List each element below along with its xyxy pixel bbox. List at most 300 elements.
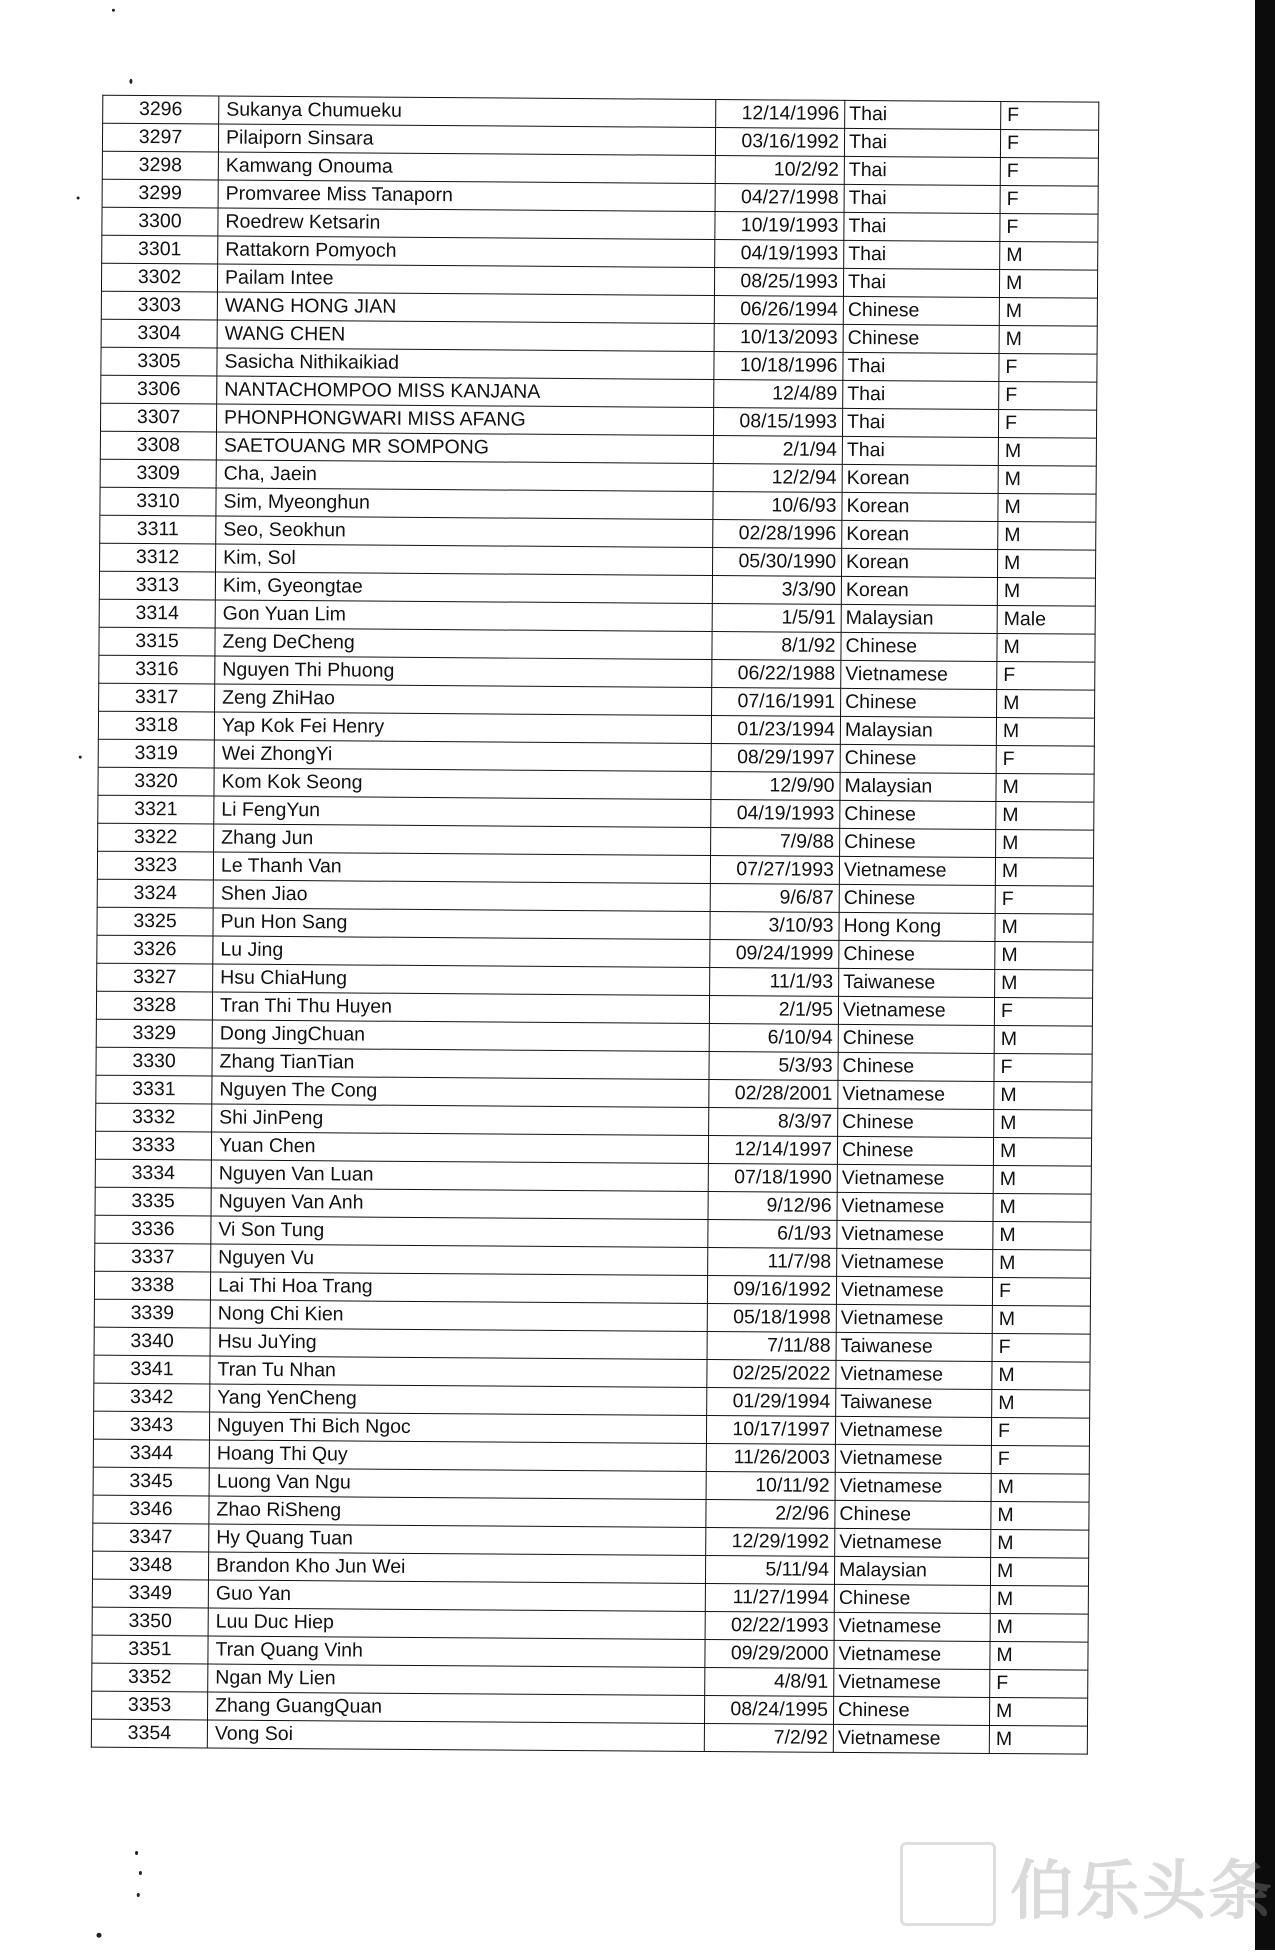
name-cell: Zhao RiSheng	[209, 1496, 706, 1527]
nationality-cell: Vietnamese	[834, 1668, 990, 1697]
id-cell: 3337	[95, 1243, 211, 1272]
dob-cell: 8/1/92	[712, 631, 841, 660]
scan-speck	[135, 1851, 138, 1855]
sex-cell: M	[994, 1025, 1092, 1054]
id-cell: 3317	[99, 683, 215, 712]
id-cell: 3330	[96, 1047, 212, 1076]
id-cell: 3336	[95, 1215, 211, 1244]
id-cell: 3314	[99, 599, 215, 628]
sex-cell: M	[1000, 241, 1098, 270]
nationality-cell: Chinese	[838, 1024, 994, 1053]
name-cell: Nguyen Vu	[211, 1244, 708, 1275]
name-cell: Cha, Jaein	[216, 460, 713, 491]
sex-cell: M	[989, 1697, 1087, 1726]
scan-speck	[77, 197, 80, 200]
sex-cell: F	[995, 885, 1093, 914]
nationality-cell: Vietnamese	[837, 1248, 993, 1277]
dob-cell: 7/9/88	[711, 827, 840, 856]
nationality-cell: Vietnamese	[841, 660, 997, 689]
dob-cell: 12/29/1992	[706, 1527, 835, 1556]
dob-cell: 10/18/1996	[714, 351, 843, 380]
id-cell: 3312	[100, 543, 216, 572]
id-cell: 3302	[101, 263, 217, 292]
dob-cell: 04/27/1998	[715, 183, 844, 212]
id-cell: 3339	[94, 1299, 210, 1328]
nationality-cell: Chinese	[833, 1696, 989, 1725]
id-cell: 3319	[98, 739, 214, 768]
name-cell: Yang YenCheng	[210, 1384, 707, 1415]
name-cell: Zhang GuangQuan	[207, 1692, 704, 1723]
nationality-cell: Thai	[843, 268, 999, 297]
id-cell: 3327	[97, 963, 213, 992]
id-cell: 3318	[98, 711, 214, 740]
nationality-cell: Thai	[844, 156, 1000, 185]
nationality-cell: Chinese	[843, 324, 999, 353]
nationality-cell: Chinese	[838, 1108, 994, 1137]
scan-speck	[112, 9, 115, 12]
dob-cell: 2/2/96	[706, 1499, 835, 1528]
dob-cell: 11/1/93	[710, 967, 839, 996]
sex-cell: M	[996, 829, 1094, 858]
nationality-cell: Chinese	[837, 1136, 993, 1165]
id-cell: 3324	[97, 879, 213, 908]
id-cell: 3315	[99, 627, 215, 656]
sex-cell: Male	[997, 605, 1095, 634]
name-cell: Rattakorn Pomyoch	[218, 236, 715, 267]
name-cell: Sasicha Nithikaikiad	[217, 348, 714, 379]
id-cell: 3307	[100, 403, 216, 432]
id-cell: 3298	[102, 151, 218, 180]
watermark	[900, 1828, 1275, 1938]
sex-cell: F	[992, 1333, 1090, 1362]
nationality-cell: Korean	[841, 576, 997, 605]
dob-cell: 3/3/90	[712, 575, 841, 604]
dob-cell: 09/29/2000	[705, 1639, 834, 1668]
sex-cell: M	[995, 857, 1093, 886]
sex-cell: F	[992, 1277, 1090, 1306]
sex-cell: M	[999, 297, 1097, 326]
name-cell: Hsu ChiaHung	[213, 964, 710, 995]
id-cell: 3301	[102, 235, 218, 264]
sex-cell: M	[992, 1305, 1090, 1334]
id-cell: 3322	[98, 823, 214, 852]
name-cell: SAETOUANG MR SOMPONG	[216, 432, 713, 463]
dob-cell: 12/14/1996	[716, 99, 845, 128]
nationality-cell: Vietnamese	[837, 1220, 993, 1249]
dob-cell: 06/22/1988	[712, 659, 841, 688]
sex-cell: F	[994, 997, 1092, 1026]
watermark-logo	[900, 1842, 996, 1926]
dob-cell: 07/16/1991	[712, 687, 841, 716]
sex-cell: M	[996, 717, 1094, 746]
id-cell: 3310	[100, 487, 216, 516]
nationality-cell: Vietnamese	[835, 1416, 991, 1445]
name-cell: Li FengYun	[214, 796, 711, 827]
nationality-cell: Thai	[844, 240, 1000, 269]
name-cell: Kim, Sol	[216, 544, 713, 575]
nationality-cell: Thai	[842, 436, 998, 465]
sex-cell: M	[993, 1137, 1091, 1166]
nationality-cell: Thai	[844, 128, 1000, 157]
sex-cell: M	[991, 1501, 1089, 1530]
roster-table-body	[91, 95, 1099, 1754]
nationality-cell: Vietnamese	[835, 1472, 991, 1501]
dob-cell: 08/15/1993	[713, 407, 842, 436]
name-cell: NANTACHOMPOO MISS KANJANA	[217, 376, 714, 407]
sex-cell: M	[991, 1529, 1089, 1558]
dob-cell: 12/4/89	[714, 379, 843, 408]
id-cell: 3347	[93, 1523, 209, 1552]
dob-cell: 12/14/1997	[708, 1135, 837, 1164]
name-cell: Tran Tu Nhan	[210, 1356, 707, 1387]
nationality-cell: Thai	[845, 100, 1001, 129]
nationality-cell: Malaysian	[840, 716, 996, 745]
name-cell: Vi Son Tung	[211, 1216, 708, 1247]
sex-cell: F	[1000, 157, 1098, 186]
dob-cell: 12/2/94	[713, 463, 842, 492]
name-cell: Luu Duc Hiep	[208, 1608, 705, 1639]
dob-cell: 5/3/93	[709, 1051, 838, 1080]
sex-cell: M	[993, 1165, 1091, 1194]
nationality-cell: Chinese	[840, 800, 996, 829]
name-cell: Pun Hon Sang	[213, 908, 710, 939]
sex-cell: F	[1001, 101, 1099, 130]
sex-cell: F	[999, 353, 1097, 382]
nationality-cell: Hong Kong	[839, 912, 995, 941]
name-cell: Nguyen Van Luan	[211, 1160, 708, 1191]
id-cell: 3305	[101, 347, 217, 376]
id-cell: 3328	[96, 991, 212, 1020]
name-cell: Guo Yan	[208, 1580, 705, 1611]
nationality-cell: Malaysian	[841, 604, 997, 633]
sex-cell: M	[994, 1109, 1092, 1138]
name-cell: Nguyen The Cong	[212, 1076, 709, 1107]
nationality-cell: Korean	[842, 520, 998, 549]
nationality-cell: Chinese	[839, 884, 995, 913]
id-cell: 3309	[100, 459, 216, 488]
sex-cell: M	[989, 1725, 1087, 1754]
sex-cell: M	[990, 1585, 1088, 1614]
nationality-cell: Chinese	[840, 744, 996, 773]
nationality-cell: Vietnamese	[835, 1528, 991, 1557]
sex-cell: M	[998, 521, 1096, 550]
nationality-cell: Chinese	[841, 688, 997, 717]
nationality-cell: Chinese	[835, 1500, 991, 1529]
name-cell: Pailam Intee	[217, 264, 714, 295]
dob-cell: 1/5/91	[712, 603, 841, 632]
dob-cell: 9/6/87	[710, 883, 839, 912]
id-cell: 3300	[102, 207, 218, 236]
nationality-cell: Chinese	[834, 1584, 990, 1613]
sex-cell: M	[994, 1081, 1092, 1110]
dob-cell: 11/7/98	[708, 1247, 837, 1276]
nationality-cell: Thai	[844, 212, 1000, 241]
dob-cell: 01/29/1994	[707, 1387, 836, 1416]
nationality-cell: Chinese	[841, 632, 997, 661]
name-cell: Wei ZhongYi	[214, 740, 711, 771]
name-cell: Shi JinPeng	[212, 1104, 709, 1135]
scan-speck	[139, 1871, 142, 1875]
dob-cell: 03/16/1992	[715, 127, 844, 156]
sex-cell: M	[998, 437, 1096, 466]
id-cell: 3308	[100, 431, 216, 460]
sex-cell: M	[991, 1473, 1089, 1502]
sex-cell: F	[990, 1669, 1088, 1698]
sex-cell: F	[991, 1417, 1089, 1446]
name-cell: Nguyen Thi Phuong	[215, 656, 712, 687]
id-cell: 3348	[92, 1551, 208, 1580]
nationality-cell: Vietnamese	[836, 1304, 992, 1333]
sex-cell: M	[993, 1249, 1091, 1278]
sex-cell: F	[1000, 185, 1098, 214]
nationality-cell: Korean	[842, 464, 998, 493]
dob-cell: 10/6/93	[713, 491, 842, 520]
id-cell: 3316	[99, 655, 215, 684]
name-cell: Tran Thi Thu Huyen	[212, 992, 709, 1023]
dob-cell: 05/18/1998	[707, 1303, 836, 1332]
scan-edge	[1255, 0, 1275, 1950]
id-cell: 3344	[93, 1439, 209, 1468]
name-cell: Nguyen Van Anh	[211, 1188, 708, 1219]
scan-speck	[129, 79, 132, 84]
name-cell: WANG CHEN	[217, 320, 714, 351]
sex-cell: M	[998, 465, 1096, 494]
id-cell: 3323	[97, 851, 213, 880]
nationality-cell: Vietnamese	[834, 1612, 990, 1641]
sex-cell: M	[998, 493, 1096, 522]
dob-cell: 10/19/1993	[715, 211, 844, 240]
name-cell: Ngan My Lien	[208, 1664, 705, 1695]
name-cell: Lai Thi Hoa Trang	[210, 1272, 707, 1303]
sex-cell: M	[992, 1389, 1090, 1418]
nationality-cell: Vietnamese	[838, 1080, 994, 1109]
name-cell: PHONPHONGWARI MISS AFANG	[216, 404, 713, 435]
id-cell: 3313	[99, 571, 215, 600]
nationality-cell: Korean	[842, 492, 998, 521]
dob-cell: 7/11/88	[707, 1331, 836, 1360]
sex-cell: M	[997, 633, 1095, 662]
dob-cell: 08/25/1993	[714, 267, 843, 296]
sex-cell: M	[996, 801, 1094, 830]
nationality-cell: Chinese	[838, 1052, 994, 1081]
dob-cell: 02/22/1993	[705, 1611, 834, 1640]
dob-cell: 01/23/1994	[711, 715, 840, 744]
dob-cell: 9/12/96	[708, 1191, 837, 1220]
watermark-text: 伯乐头条	[1010, 1855, 1274, 1929]
name-cell: Promvaree Miss Tanaporn	[218, 180, 715, 211]
nationality-cell: Thai	[843, 352, 999, 381]
id-cell: 3335	[95, 1187, 211, 1216]
sex-cell: M	[995, 941, 1093, 970]
name-cell: Sim, Myeonghun	[216, 488, 713, 519]
nationality-cell: Taiwanese	[836, 1388, 992, 1417]
sex-cell: M	[996, 773, 1094, 802]
nationality-cell: Chinese	[839, 940, 995, 969]
roster-table	[91, 95, 1100, 1755]
nationality-cell: Vietnamese	[837, 1192, 993, 1221]
sex-cell: M	[995, 969, 1093, 998]
sex-cell: F	[994, 1053, 1092, 1082]
nationality-cell: Malaysian	[840, 772, 996, 801]
sex-cell: M	[992, 1361, 1090, 1390]
sex-cell: F	[997, 661, 1095, 690]
name-cell: Kom Kok Seong	[214, 768, 711, 799]
id-cell: 3326	[97, 935, 213, 964]
nationality-cell: Thai	[844, 184, 1000, 213]
dob-cell: 4/8/91	[705, 1667, 834, 1696]
id-cell: 3338	[94, 1271, 210, 1300]
name-cell: Hoang Thi Quy	[209, 1440, 706, 1471]
name-cell: Dong JingChuan	[212, 1020, 709, 1051]
name-cell: Yap Kok Fei Henry	[214, 712, 711, 743]
sex-cell: M	[990, 1557, 1088, 1586]
name-cell: Zhang TianTian	[212, 1048, 709, 1079]
nationality-cell: Vietnamese	[838, 996, 994, 1025]
nationality-cell: Vietnamese	[833, 1724, 989, 1753]
nationality-cell: Taiwanese	[839, 968, 995, 997]
dob-cell: 6/1/93	[708, 1219, 837, 1248]
dob-cell: 10/13/2093	[714, 323, 843, 352]
sex-cell: F	[998, 409, 1096, 438]
dob-cell: 5/11/94	[705, 1555, 834, 1584]
dob-cell: 12/9/90	[711, 771, 840, 800]
dob-cell: 10/11/92	[706, 1471, 835, 1500]
sex-cell: M	[999, 269, 1097, 298]
sex-cell: M	[997, 689, 1095, 718]
id-cell: 3352	[92, 1663, 208, 1692]
nationality-cell: Thai	[843, 380, 999, 409]
dob-cell: 09/24/1999	[710, 939, 839, 968]
name-cell: Zeng DeCheng	[215, 628, 712, 659]
table-row	[91, 1719, 1087, 1754]
id-cell: 3341	[94, 1355, 210, 1384]
dob-cell: 08/29/1997	[711, 743, 840, 772]
id-cell: 3350	[92, 1607, 208, 1636]
id-cell: 3321	[98, 795, 214, 824]
id-cell: 3325	[97, 907, 213, 936]
sex-cell: M	[990, 1641, 1088, 1670]
nationality-cell: Vietnamese	[837, 1164, 993, 1193]
dob-cell: 08/24/1995	[704, 1695, 833, 1724]
sex-cell: F	[1000, 129, 1098, 158]
id-cell: 3331	[96, 1075, 212, 1104]
sex-cell: F	[999, 381, 1097, 410]
name-cell: Luong Van Ngu	[209, 1468, 706, 1499]
dob-cell: 10/17/1997	[706, 1415, 835, 1444]
name-cell: Hy Quang Tuan	[209, 1524, 706, 1555]
nationality-cell: Vietnamese	[836, 1360, 992, 1389]
name-cell: Sukanya Chumueku	[219, 96, 716, 127]
name-cell: Zhang Jun	[214, 824, 711, 855]
id-cell: 3334	[95, 1159, 211, 1188]
nationality-cell: Vietnamese	[836, 1276, 992, 1305]
dob-cell: 02/25/2022	[707, 1359, 836, 1388]
id-cell: 3353	[92, 1691, 208, 1720]
nationality-cell: Chinese	[843, 296, 999, 325]
scan-speck	[96, 1933, 101, 1938]
dob-cell: 04/19/1993	[711, 799, 840, 828]
name-cell: Tran Quang Vinh	[208, 1636, 705, 1667]
id-cell: 3296	[103, 95, 219, 124]
dob-cell: 07/27/1993	[710, 855, 839, 884]
name-cell: Gon Yuan Lim	[215, 600, 712, 631]
dob-cell: 06/26/1994	[714, 295, 843, 324]
name-cell: Hsu JuYing	[210, 1328, 707, 1359]
sex-cell: F	[996, 745, 1094, 774]
name-cell: Vong Soi	[207, 1720, 704, 1751]
id-cell: 3349	[92, 1579, 208, 1608]
name-cell: Nguyen Thi Bich Ngoc	[209, 1412, 706, 1443]
sex-cell: F	[1000, 213, 1098, 242]
id-cell: 3332	[96, 1103, 212, 1132]
id-cell: 3320	[98, 767, 214, 796]
dob-cell: 04/19/1993	[715, 239, 844, 268]
name-cell: Lu Jing	[213, 936, 710, 967]
nationality-cell: Chinese	[840, 828, 996, 857]
dob-cell: 2/1/94	[713, 435, 842, 464]
name-cell: Yuan Chen	[211, 1132, 708, 1163]
name-cell: Le Thanh Van	[213, 852, 710, 883]
sex-cell: M	[997, 577, 1095, 606]
name-cell: Roedrew Ketsarin	[218, 208, 715, 239]
name-cell: Brandon Kho Jun Wei	[208, 1552, 705, 1583]
sex-cell: M	[993, 1221, 1091, 1250]
name-cell: Kim, Gyeongtae	[215, 572, 712, 603]
nationality-cell: Taiwanese	[836, 1332, 992, 1361]
scan-speck	[137, 1893, 140, 1897]
id-cell: 3354	[91, 1719, 207, 1748]
sex-cell: F	[991, 1445, 1089, 1474]
dob-cell: 8/3/97	[709, 1107, 838, 1136]
dob-cell: 11/27/1994	[705, 1583, 834, 1612]
name-cell: Kamwang Onouma	[218, 152, 715, 183]
dob-cell: 3/10/93	[710, 911, 839, 940]
name-cell: Shen Jiao	[213, 880, 710, 911]
dob-cell: 6/10/94	[709, 1023, 838, 1052]
nationality-cell: Thai	[842, 408, 998, 437]
id-cell: 3306	[101, 375, 217, 404]
scan-speck	[79, 756, 82, 759]
id-cell: 3345	[93, 1467, 209, 1496]
sex-cell: M	[993, 1193, 1091, 1222]
id-cell: 3311	[100, 515, 216, 544]
sex-cell: M	[990, 1613, 1088, 1642]
dob-cell: 11/26/2003	[706, 1443, 835, 1472]
nationality-cell: Malaysian	[834, 1556, 990, 1585]
id-cell: 3297	[102, 123, 218, 152]
sex-cell: M	[999, 325, 1097, 354]
dob-cell: 10/2/92	[715, 155, 844, 184]
id-cell: 3299	[102, 179, 218, 208]
nationality-cell: Vietnamese	[834, 1640, 990, 1669]
name-cell: Nong Chi Kien	[210, 1300, 707, 1331]
nationality-cell: Korean	[841, 548, 997, 577]
dob-cell: 7/2/92	[704, 1723, 833, 1752]
dob-cell: 02/28/2001	[709, 1079, 838, 1108]
id-cell: 3304	[101, 319, 217, 348]
id-cell: 3343	[93, 1411, 209, 1440]
id-cell: 3340	[94, 1327, 210, 1356]
name-cell: WANG HONG JIAN	[217, 292, 714, 323]
dob-cell: 2/1/95	[709, 995, 838, 1024]
sex-cell: M	[997, 549, 1095, 578]
id-cell: 3329	[96, 1019, 212, 1048]
name-cell: Seo, Seokhun	[216, 516, 713, 547]
nationality-cell: Vietnamese	[835, 1444, 991, 1473]
name-cell: Zeng ZhiHao	[215, 684, 712, 715]
id-cell: 3342	[94, 1383, 210, 1412]
dob-cell: 05/30/1990	[712, 547, 841, 576]
